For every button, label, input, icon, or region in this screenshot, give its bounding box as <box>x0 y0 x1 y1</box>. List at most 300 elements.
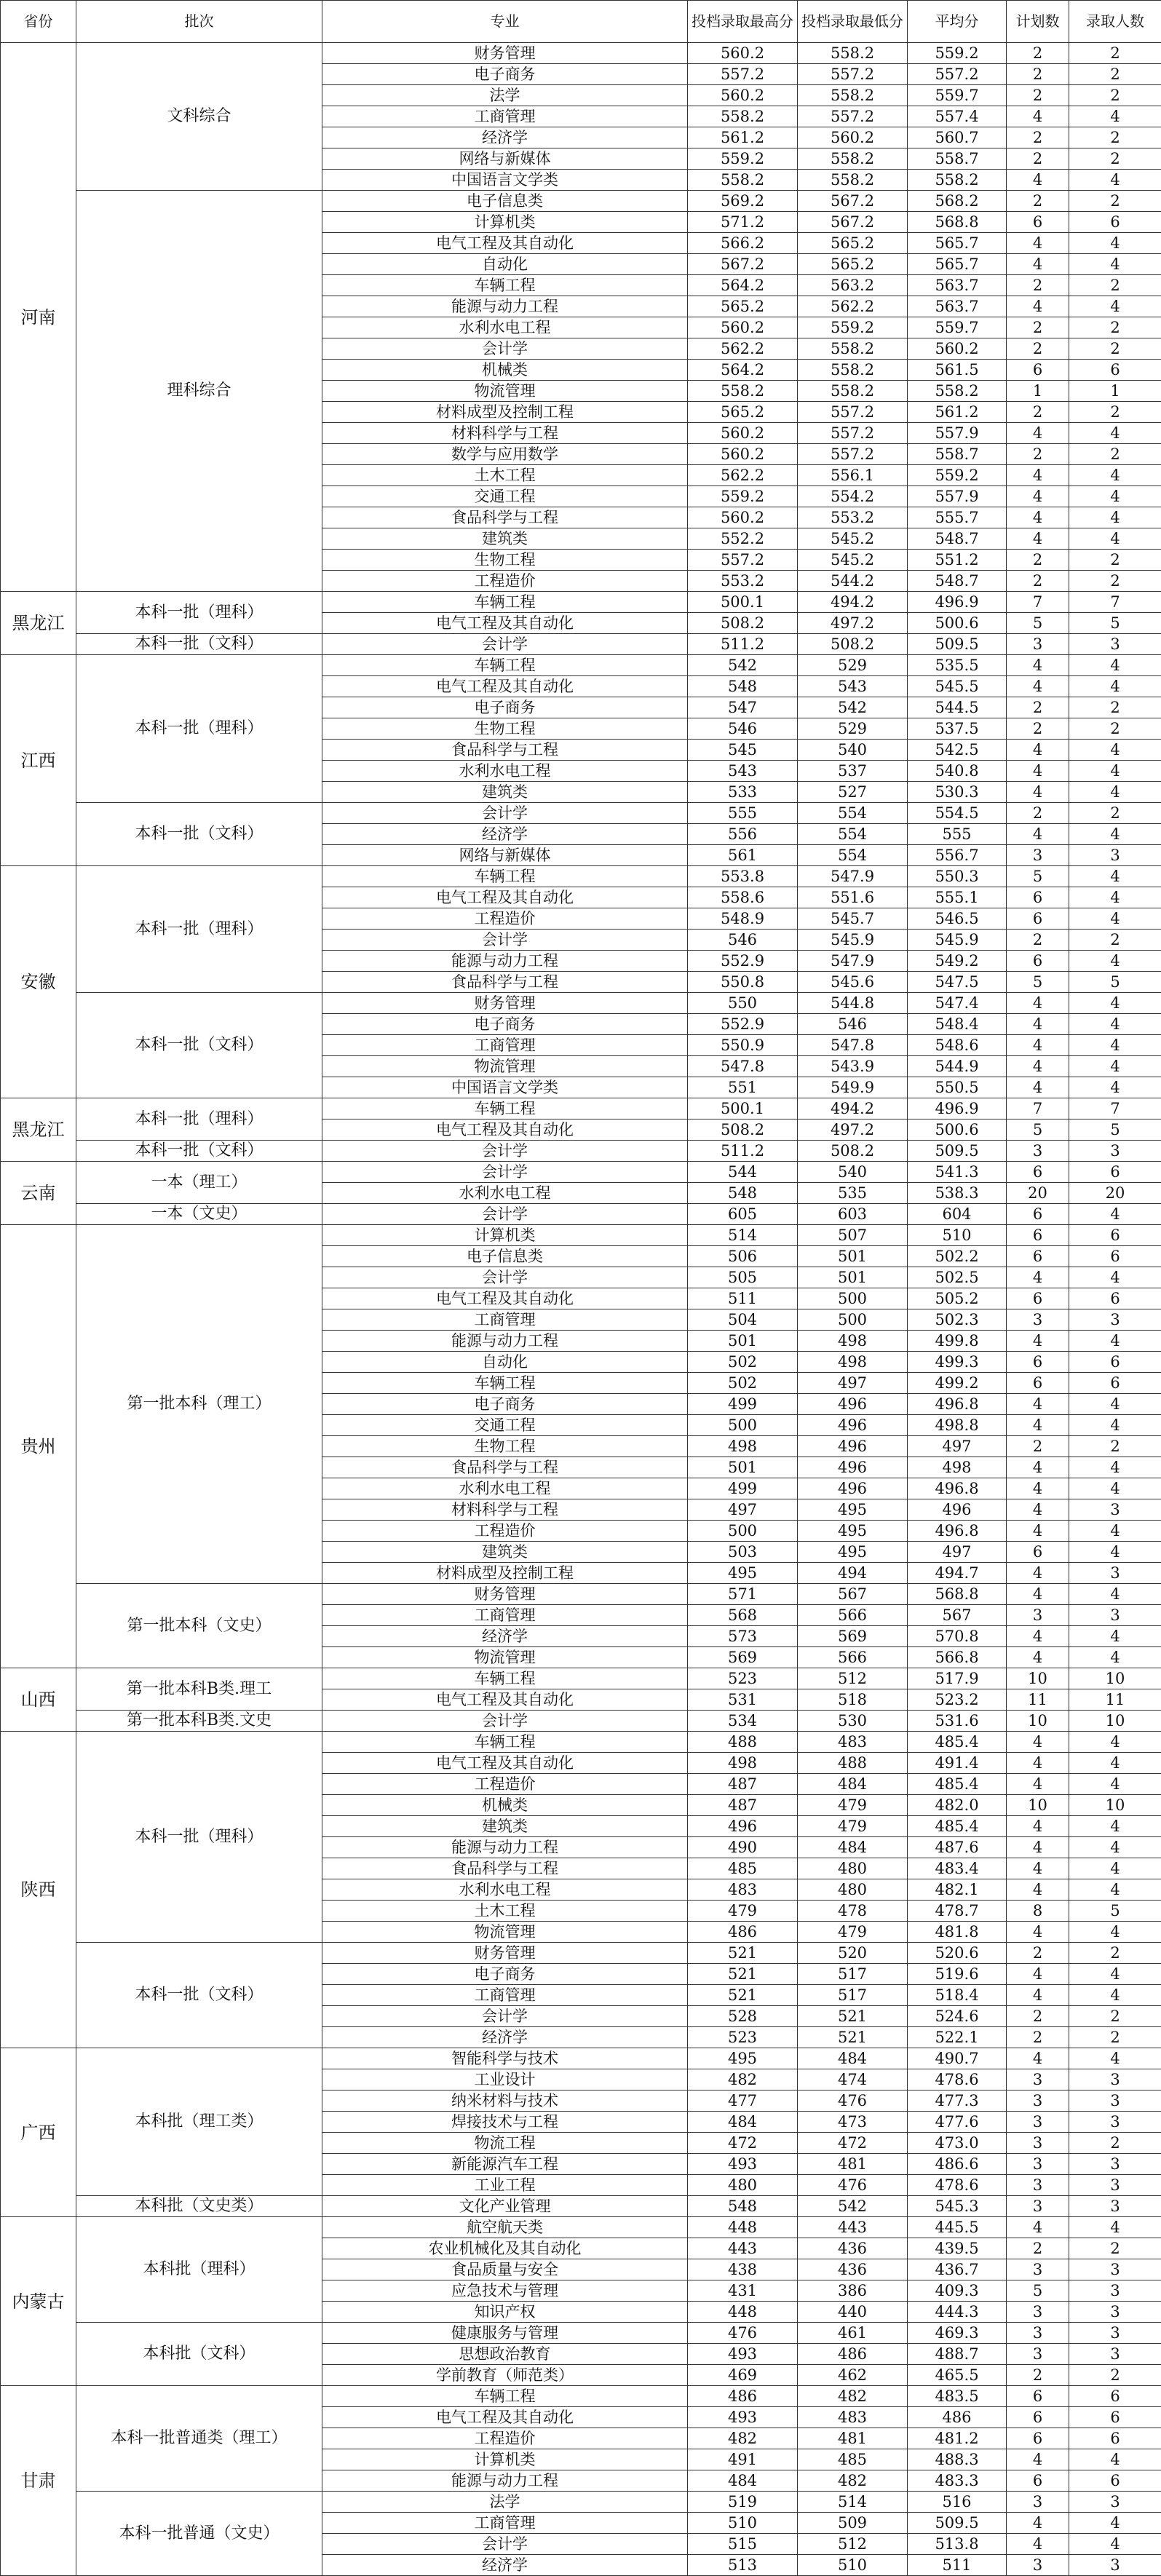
admitted-cell: 4 <box>1069 1837 1161 1858</box>
max-score-cell: 552.9 <box>688 1014 798 1035</box>
major-cell: 能源与动力工程 <box>322 2470 688 2492</box>
admitted-cell: 6 <box>1069 2428 1161 2449</box>
max-score-cell: 571.2 <box>688 212 798 233</box>
batch-cell: 本科批（文科） <box>76 2323 322 2386</box>
avg-score-cell: 478.6 <box>908 2175 1007 2196</box>
table-body <box>1 43 1161 2576</box>
avg-score-cell: 488.3 <box>908 2449 1007 2470</box>
max-score-cell: 564.2 <box>688 275 798 296</box>
major-cell: 材料科学与工程 <box>322 423 688 444</box>
major-cell: 工商管理 <box>322 106 688 127</box>
major-cell: 工程造价 <box>322 1774 688 1795</box>
max-score-cell: 548 <box>688 1183 798 1204</box>
max-score-cell: 480 <box>688 2175 798 2196</box>
plan-cell: 2 <box>1007 550 1069 571</box>
major-cell: 生物工程 <box>322 1436 688 1457</box>
admitted-cell: 6 <box>1069 212 1161 233</box>
major-cell: 车辆工程 <box>322 1373 688 1394</box>
plan-cell: 7 <box>1007 592 1069 613</box>
major-cell: 电气工程及其自动化 <box>322 676 688 697</box>
admitted-cell: 4 <box>1069 761 1161 782</box>
major-cell: 电子商务 <box>322 1964 688 1985</box>
major-cell: 电子信息类 <box>322 1246 688 1267</box>
major-cell: 电子信息类 <box>322 191 688 212</box>
admitted-cell: 4 <box>1069 2513 1161 2534</box>
major-cell: 建筑类 <box>322 528 688 550</box>
min-score-cell: 461 <box>798 2323 908 2344</box>
admitted-cell: 6 <box>1069 1373 1161 1394</box>
major-cell: 财务管理 <box>322 1943 688 1964</box>
min-score-cell: 546 <box>798 1014 908 1035</box>
min-score-cell: 517 <box>798 1964 908 1985</box>
avg-score-cell: 502.5 <box>908 1267 1007 1288</box>
major-cell: 土木工程 <box>322 1901 688 1922</box>
min-score-cell: 554 <box>798 803 908 824</box>
max-score-cell: 501 <box>688 1331 798 1352</box>
table-row <box>1 43 1161 64</box>
batch-cell: 本科一批普通类（理工） <box>76 2386 322 2492</box>
admitted-cell: 4 <box>1069 296 1161 317</box>
avg-score-cell: 505.2 <box>908 1288 1007 1309</box>
avg-score-cell: 558.2 <box>908 381 1007 402</box>
admitted-cell: 5 <box>1069 1901 1161 1922</box>
province-cell: 山西 <box>1 1668 76 1732</box>
max-score-cell: 544 <box>688 1162 798 1183</box>
plan-cell: 4 <box>1007 1077 1069 1098</box>
avg-score-cell: 490.7 <box>908 2048 1007 2069</box>
max-score-cell: 533 <box>688 782 798 803</box>
avg-score-cell: 483.4 <box>908 1858 1007 1879</box>
major-cell: 会计学 <box>322 803 688 824</box>
admitted-cell: 4 <box>1069 1753 1161 1774</box>
table-row <box>1 1098 1161 1119</box>
plan-cell: 4 <box>1007 486 1069 507</box>
admitted-cell: 3 <box>1069 2280 1161 2302</box>
min-score-cell: 496 <box>798 1394 908 1415</box>
plan-cell: 4 <box>1007 1626 1069 1647</box>
avg-score-cell: 530.3 <box>908 782 1007 803</box>
table-row <box>1 1584 1161 1605</box>
avg-score-cell: 511 <box>908 2555 1007 2576</box>
plan-cell: 2 <box>1007 191 1069 212</box>
plan-cell: 4 <box>1007 1563 1069 1584</box>
admitted-cell: 2 <box>1069 338 1161 360</box>
major-cell: 中国语言文学类 <box>322 170 688 191</box>
avg-score-cell: 531.6 <box>908 1711 1007 1732</box>
min-score-cell: 529 <box>798 718 908 740</box>
major-cell: 食品科学与工程 <box>322 507 688 528</box>
max-score-cell: 469 <box>688 2365 798 2386</box>
avg-score-cell: 500.6 <box>908 613 1007 634</box>
admitted-cell: 2 <box>1069 191 1161 212</box>
plan-cell: 2 <box>1007 402 1069 423</box>
max-score-cell: 501 <box>688 1457 798 1478</box>
avg-score-cell: 554.5 <box>908 803 1007 824</box>
batch-cell: 第一批本科（文史） <box>76 1584 322 1668</box>
admitted-cell: 3 <box>1069 2154 1161 2175</box>
admitted-cell: 11 <box>1069 1689 1161 1711</box>
plan-cell: 8 <box>1007 1901 1069 1922</box>
avg-score-cell: 557.9 <box>908 423 1007 444</box>
header-admitted: 录取人数 <box>1069 1 1161 43</box>
avg-score-cell: 477.6 <box>908 2112 1007 2133</box>
min-score-cell: 473 <box>798 2112 908 2133</box>
min-score-cell: 569 <box>798 1626 908 1647</box>
min-score-cell: 479 <box>798 1816 908 1837</box>
min-score-cell: 482 <box>798 2386 908 2407</box>
min-score-cell: 563.2 <box>798 275 908 296</box>
max-score-cell: 431 <box>688 2280 798 2302</box>
max-score-cell: 504 <box>688 1309 798 1331</box>
avg-score-cell: 409.3 <box>908 2280 1007 2302</box>
plan-cell: 2 <box>1007 2027 1069 2048</box>
major-cell: 经济学 <box>322 2555 688 2576</box>
min-score-cell: 535 <box>798 1183 908 1204</box>
batch-cell: 文科综合 <box>76 43 322 191</box>
max-score-cell: 557.2 <box>688 550 798 571</box>
admitted-cell: 6 <box>1069 1246 1161 1267</box>
avg-score-cell: 496.9 <box>908 1098 1007 1119</box>
plan-cell: 4 <box>1007 465 1069 486</box>
max-score-cell: 483 <box>688 1879 798 1901</box>
admitted-cell: 2 <box>1069 402 1161 423</box>
avg-score-cell: 547.4 <box>908 993 1007 1014</box>
major-cell: 车辆工程 <box>322 1098 688 1119</box>
admitted-cell: 3 <box>1069 2175 1161 2196</box>
max-score-cell: 519 <box>688 2492 798 2513</box>
major-cell: 建筑类 <box>322 1816 688 1837</box>
major-cell: 车辆工程 <box>322 655 688 676</box>
plan-cell: 10 <box>1007 1711 1069 1732</box>
avg-score-cell: 565.7 <box>908 233 1007 254</box>
admitted-cell: 6 <box>1069 1162 1161 1183</box>
admitted-cell: 2 <box>1069 718 1161 740</box>
province-cell: 甘肃 <box>1 2386 76 2576</box>
plan-cell: 3 <box>1007 1141 1069 1162</box>
min-score-cell: 483 <box>798 2407 908 2428</box>
avg-score-cell: 551.2 <box>908 550 1007 571</box>
admitted-cell: 6 <box>1069 1352 1161 1373</box>
min-score-cell: 495 <box>798 1521 908 1542</box>
avg-score-cell: 481.2 <box>908 2428 1007 2449</box>
admitted-cell: 4 <box>1069 866 1161 887</box>
max-score-cell: 571 <box>688 1584 798 1605</box>
max-score-cell: 548 <box>688 2196 798 2217</box>
plan-cell: 1 <box>1007 381 1069 402</box>
avg-score-cell: 469.3 <box>908 2323 1007 2344</box>
min-score-cell: 543 <box>798 676 908 697</box>
plan-cell: 4 <box>1007 761 1069 782</box>
plan-cell: 3 <box>1007 2069 1069 2090</box>
max-score-cell: 477 <box>688 2090 798 2112</box>
avg-score-cell: 544.5 <box>908 697 1007 718</box>
max-score-cell: 569 <box>688 1647 798 1668</box>
admitted-cell: 4 <box>1069 1626 1161 1647</box>
batch-cell: 第一批本科B类.文史 <box>76 1711 322 1732</box>
major-cell: 知识产权 <box>322 2302 688 2323</box>
admitted-cell: 2 <box>1069 64 1161 85</box>
avg-score-cell: 557.4 <box>908 106 1007 127</box>
max-score-cell: 553.2 <box>688 571 798 592</box>
avg-score-cell: 559.2 <box>908 465 1007 486</box>
table-row <box>1 2386 1161 2407</box>
avg-score-cell: 540.8 <box>908 761 1007 782</box>
plan-cell: 2 <box>1007 1943 1069 1964</box>
admitted-cell: 3 <box>1069 1563 1161 1584</box>
min-score-cell: 507 <box>798 1225 908 1246</box>
admitted-cell: 4 <box>1069 486 1161 507</box>
max-score-cell: 528 <box>688 2006 798 2027</box>
major-cell: 能源与动力工程 <box>322 951 688 972</box>
admitted-cell: 4 <box>1069 993 1161 1014</box>
max-score-cell: 523 <box>688 1668 798 1689</box>
avg-score-cell: 535.5 <box>908 655 1007 676</box>
min-score-cell: 557.2 <box>798 64 908 85</box>
max-score-cell: 562.2 <box>688 338 798 360</box>
avg-score-cell: 483.3 <box>908 2470 1007 2492</box>
batch-cell: 本科一批（文科） <box>76 803 322 866</box>
max-score-cell: 500 <box>688 1415 798 1436</box>
major-cell: 食品科学与工程 <box>322 1858 688 1879</box>
plan-cell: 4 <box>1007 824 1069 845</box>
header-min-score: 投档录取最低分 <box>798 1 908 43</box>
admitted-cell: 4 <box>1069 908 1161 930</box>
avg-score-cell: 487.6 <box>908 1837 1007 1858</box>
max-score-cell: 561.2 <box>688 127 798 148</box>
major-cell: 电气工程及其自动化 <box>322 1689 688 1711</box>
admitted-cell: 2 <box>1069 2027 1161 2048</box>
min-score-cell: 485 <box>798 2449 908 2470</box>
admitted-cell: 2 <box>1069 317 1161 338</box>
min-score-cell: 508.2 <box>798 634 908 655</box>
avg-score-cell: 524.6 <box>908 2006 1007 2027</box>
min-score-cell: 514 <box>798 2492 908 2513</box>
plan-cell: 10 <box>1007 1795 1069 1816</box>
plan-cell: 2 <box>1007 43 1069 64</box>
major-cell: 建筑类 <box>322 1542 688 1563</box>
min-score-cell: 553.2 <box>798 507 908 528</box>
avg-score-cell: 548.6 <box>908 1035 1007 1056</box>
max-score-cell: 497 <box>688 1499 798 1521</box>
max-score-cell: 543 <box>688 761 798 782</box>
plan-cell: 6 <box>1007 1373 1069 1394</box>
max-score-cell: 486 <box>688 2386 798 2407</box>
plan-cell: 6 <box>1007 1162 1069 1183</box>
plan-cell: 4 <box>1007 254 1069 275</box>
major-cell: 物流管理 <box>322 1922 688 1943</box>
table-row <box>1 993 1161 1014</box>
plan-cell: 5 <box>1007 1119 1069 1141</box>
plan-cell: 2 <box>1007 571 1069 592</box>
province-cell: 安徽 <box>1 866 76 1098</box>
admitted-cell: 4 <box>1069 1035 1161 1056</box>
major-cell: 水利水电工程 <box>322 1879 688 1901</box>
avg-score-cell: 478.6 <box>908 2069 1007 2090</box>
avg-score-cell: 445.5 <box>908 2217 1007 2238</box>
max-score-cell: 491 <box>688 2449 798 2470</box>
batch-cell: 本科一批（理科） <box>76 866 322 993</box>
max-score-cell: 547.8 <box>688 1056 798 1077</box>
max-score-cell: 560.2 <box>688 507 798 528</box>
min-score-cell: 486 <box>798 2344 908 2365</box>
major-cell: 会计学 <box>322 1141 688 1162</box>
min-score-cell: 527 <box>798 782 908 803</box>
admitted-cell: 4 <box>1069 528 1161 550</box>
avg-score-cell: 498 <box>908 1457 1007 1478</box>
admitted-cell: 4 <box>1069 1077 1161 1098</box>
max-score-cell: 521 <box>688 1985 798 2006</box>
min-score-cell: 518 <box>798 1689 908 1711</box>
max-score-cell: 493 <box>688 2154 798 2175</box>
avg-score-cell: 498.8 <box>908 1415 1007 1436</box>
min-score-cell: 520 <box>798 1943 908 1964</box>
plan-cell: 4 <box>1007 528 1069 550</box>
admitted-cell: 4 <box>1069 824 1161 845</box>
max-score-cell: 505 <box>688 1267 798 1288</box>
min-score-cell: 501 <box>798 1267 908 1288</box>
plan-cell: 5 <box>1007 866 1069 887</box>
avg-score-cell: 494.7 <box>908 1563 1007 1584</box>
max-score-cell: 510 <box>688 2513 798 2534</box>
min-score-cell: 443 <box>798 2217 908 2238</box>
province-cell: 黑龙江 <box>1 1098 76 1162</box>
admitted-cell: 5 <box>1069 613 1161 634</box>
max-score-cell: 548 <box>688 676 798 697</box>
major-cell: 会计学 <box>322 930 688 951</box>
avg-score-cell: 485.4 <box>908 1774 1007 1795</box>
admitted-cell: 4 <box>1069 2534 1161 2555</box>
major-cell: 经济学 <box>322 824 688 845</box>
avg-score-cell: 558.7 <box>908 444 1007 465</box>
batch-cell: 本科一批（文科） <box>76 993 322 1098</box>
batch-cell: 理科综合 <box>76 191 322 592</box>
plan-cell: 2 <box>1007 2006 1069 2027</box>
table-row <box>1 2217 1161 2238</box>
avg-score-cell: 518.4 <box>908 1985 1007 2006</box>
max-score-cell: 485 <box>688 1858 798 1879</box>
min-score-cell: 557.2 <box>798 402 908 423</box>
max-score-cell: 560.2 <box>688 317 798 338</box>
admitted-cell: 6 <box>1069 2386 1161 2407</box>
plan-cell: 6 <box>1007 212 1069 233</box>
major-cell: 电气工程及其自动化 <box>322 613 688 634</box>
min-score-cell: 496 <box>798 1478 908 1499</box>
min-score-cell: 540 <box>798 1162 908 1183</box>
plan-cell: 6 <box>1007 1246 1069 1267</box>
admitted-cell: 4 <box>1069 2449 1161 2470</box>
admitted-cell: 2 <box>1069 444 1161 465</box>
min-score-cell: 543.9 <box>798 1056 908 1077</box>
plan-cell: 3 <box>1007 2090 1069 2112</box>
max-score-cell: 493 <box>688 2344 798 2365</box>
avg-score-cell: 439.5 <box>908 2238 1007 2259</box>
major-cell: 机械类 <box>322 360 688 381</box>
plan-cell: 4 <box>1007 423 1069 444</box>
min-score-cell: 545.2 <box>798 528 908 550</box>
min-score-cell: 481 <box>798 2154 908 2175</box>
plan-cell: 4 <box>1007 1753 1069 1774</box>
major-cell: 车辆工程 <box>322 275 688 296</box>
min-score-cell: 562.2 <box>798 296 908 317</box>
plan-cell: 4 <box>1007 1267 1069 1288</box>
province-cell: 江西 <box>1 655 76 866</box>
major-cell: 会计学 <box>322 2534 688 2555</box>
min-score-cell: 479 <box>798 1922 908 1943</box>
admitted-cell: 4 <box>1069 1056 1161 1077</box>
admitted-cell: 6 <box>1069 1225 1161 1246</box>
major-cell: 中国语言文学类 <box>322 1077 688 1098</box>
major-cell: 水利水电工程 <box>322 317 688 338</box>
avg-score-cell: 509.5 <box>908 2513 1007 2534</box>
admitted-cell: 4 <box>1069 1647 1161 1668</box>
plan-cell: 2 <box>1007 85 1069 106</box>
admitted-cell: 2 <box>1069 930 1161 951</box>
admitted-cell: 6 <box>1069 2407 1161 2428</box>
avg-score-cell: 544.9 <box>908 1056 1007 1077</box>
max-score-cell: 511 <box>688 1288 798 1309</box>
min-score-cell: 530 <box>798 1711 908 1732</box>
admitted-cell: 3 <box>1069 2090 1161 2112</box>
max-score-cell: 550.8 <box>688 972 798 993</box>
major-cell: 电子商务 <box>322 64 688 85</box>
min-score-cell: 474 <box>798 2069 908 2090</box>
province-cell: 陕西 <box>1 1732 76 2048</box>
admitted-cell: 4 <box>1069 507 1161 528</box>
admitted-cell: 3 <box>1069 1141 1161 1162</box>
max-score-cell: 487 <box>688 1795 798 1816</box>
min-score-cell: 558.2 <box>798 360 908 381</box>
avg-score-cell: 519.6 <box>908 1964 1007 1985</box>
min-score-cell: 472 <box>798 2133 908 2154</box>
batch-cell: 本科一批（理科） <box>76 655 322 803</box>
max-score-cell: 555 <box>688 803 798 824</box>
max-score-cell: 559.2 <box>688 486 798 507</box>
table-row <box>1 866 1161 887</box>
min-score-cell: 554.2 <box>798 486 908 507</box>
plan-cell: 4 <box>1007 296 1069 317</box>
admitted-cell: 4 <box>1069 1204 1161 1225</box>
admitted-cell: 6 <box>1069 1288 1161 1309</box>
avg-score-cell: 550.3 <box>908 866 1007 887</box>
plan-cell: 6 <box>1007 1542 1069 1563</box>
major-cell: 农业机械化及其自动化 <box>322 2238 688 2259</box>
header-province: 省份 <box>1 1 76 43</box>
max-score-cell: 482 <box>688 2428 798 2449</box>
min-score-cell: 566 <box>798 1647 908 1668</box>
min-score-cell: 603 <box>798 1204 908 1225</box>
header-batch: 批次 <box>76 1 322 43</box>
admitted-cell: 2 <box>1069 43 1161 64</box>
major-cell: 电子商务 <box>322 1394 688 1415</box>
max-score-cell: 490 <box>688 1837 798 1858</box>
min-score-cell: 540 <box>798 740 908 761</box>
avg-score-cell: 547.5 <box>908 972 1007 993</box>
table-row <box>1 2323 1161 2344</box>
min-score-cell: 494 <box>798 1563 908 1584</box>
major-cell: 电气工程及其自动化 <box>322 2407 688 2428</box>
batch-cell: 本科一批（理科） <box>76 592 322 634</box>
avg-score-cell: 444.3 <box>908 2302 1007 2323</box>
plan-cell: 4 <box>1007 676 1069 697</box>
major-cell: 工商管理 <box>322 1309 688 1331</box>
major-cell: 物流管理 <box>322 1056 688 1077</box>
plan-cell: 3 <box>1007 2344 1069 2365</box>
province-cell: 黑龙江 <box>1 592 76 655</box>
max-score-cell: 521 <box>688 1964 798 1985</box>
admitted-cell: 4 <box>1069 1985 1161 2006</box>
major-cell: 法学 <box>322 2492 688 2513</box>
plan-cell: 4 <box>1007 507 1069 528</box>
